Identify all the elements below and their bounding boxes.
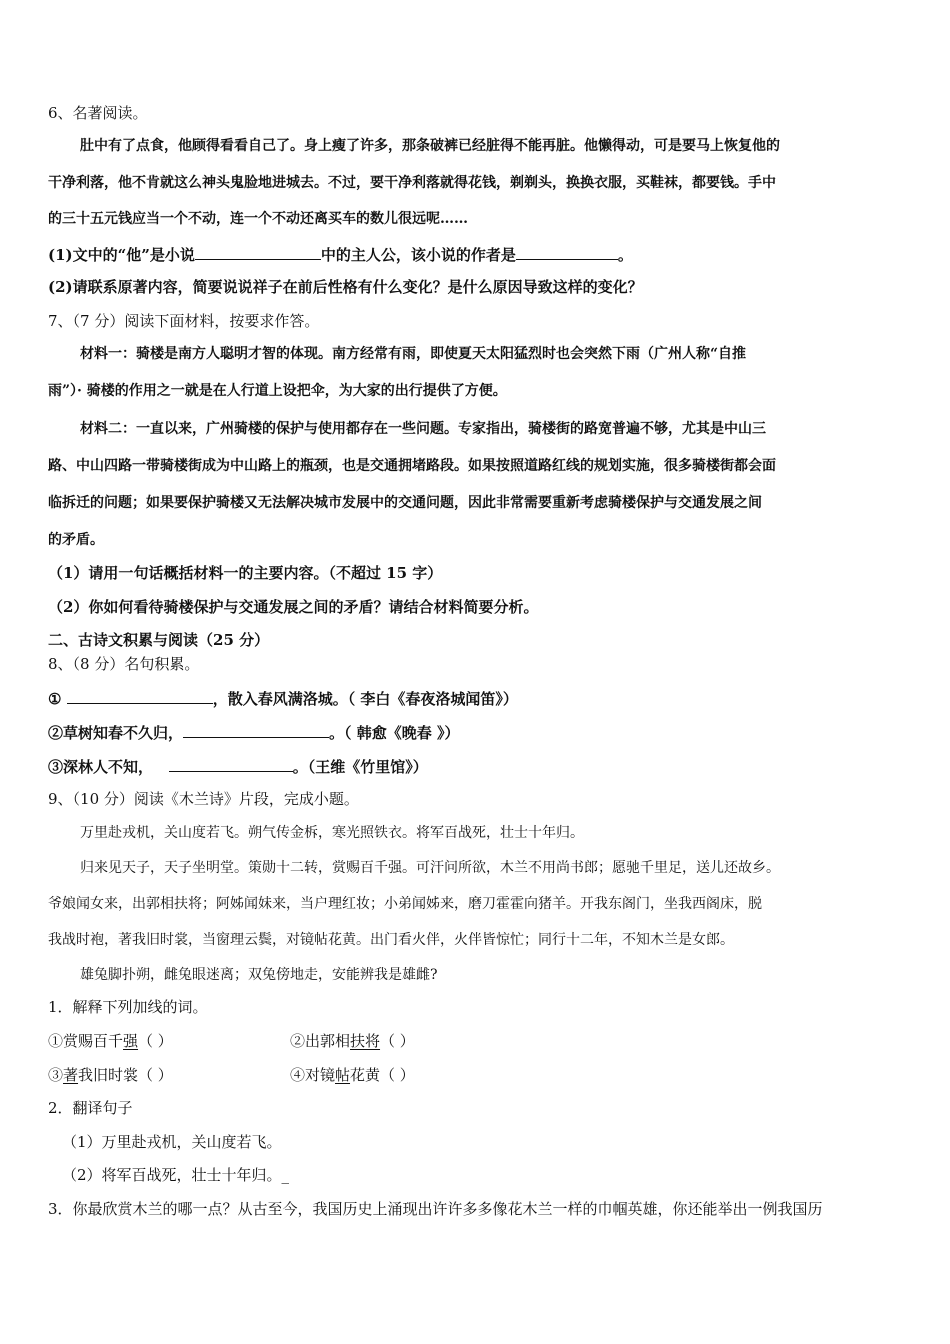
q9-word-3: ③著我旧时裳（ ） — [48, 1066, 173, 1084]
q9-w4-underlined: 帖 — [335, 1066, 351, 1084]
q6-passage-line-1: 肚中有了点食，他顾得看看自己了。身上瘦了许多，那条破裤已经脏得不能再脏。他懒得动，可是要马上恢复他的 — [80, 138, 780, 154]
q9-word-2 — [290, 1030, 415, 1052]
q6-s1-text-c: 。 — [617, 246, 633, 264]
q6-s1-text-a: (1)文中的“他”是小说 — [48, 246, 195, 264]
q9-translate-1: （1）万里赴戎机，关山度若飞。 — [62, 1133, 282, 1151]
q9-header: 9、（10 分）阅读《木兰诗》片段，完成小题。 — [48, 790, 359, 808]
q9-w4-answer[interactable]: 花黄（ ） — [350, 1066, 415, 1084]
q7-subquestion-2: （2）你如何看待骑楼保护与交通发展之间的矛盾？请结合材料简要分析。 — [48, 598, 539, 616]
q8-header: 8、（8 分）名句积累。 — [48, 655, 200, 673]
section-2-heading: 二、古诗文积累与阅读（25 分） — [48, 631, 270, 649]
q8-l1-number: ① — [48, 690, 62, 708]
q8-blank-3[interactable] — [169, 755, 293, 772]
q6-passage-line-2: 干净利落，他不肯就这么神头鬼脸地进城去。不过，要干净利落就得花钱，剃剃头，换换衣服，买鞋袜，都要钱。手中 — [48, 175, 776, 191]
q8-blank-2[interactable] — [183, 721, 329, 738]
q9-w4-prefix: ④对镜 — [290, 1066, 336, 1084]
q7-material-2-line-3: 临拆迁的问题；如果要保护骑楼又无法解决城市发展中的交通问题，因此非常需要重新考虑骑楼保护与交通发展之间 — [48, 495, 762, 511]
q9-w3-answer[interactable]: 我旧时裳（ ） — [78, 1066, 173, 1084]
q6-passage-line-3: 的三十五元钱应当一个不动，连一个不动还离买车的数儿很远呢…… — [48, 211, 468, 227]
q8-l2-text-a: ②草树知春不久归， — [48, 724, 184, 742]
q9-w2-underlined: 扶将 — [350, 1032, 381, 1050]
q9-w2-answer[interactable]: （ ） — [380, 1032, 415, 1050]
q9-subquestion-1: 1．解释下列加线的词。 — [48, 998, 208, 1016]
q9-poem-line-1: 万里赴戎机，关山度若飞。朔气传金柝，寒光照铁衣。将军百战死，壮士十年归。 — [80, 825, 584, 841]
q9-poem-line-2: 归来见天子，天子坐明堂。策勋十二转，赏赐百千强。可汗问所欲，木兰不用尚书郎；愿驰千里足，送儿还故乡。 — [80, 860, 780, 876]
q6-novel-title-blank[interactable] — [195, 243, 321, 260]
q7-header: 7、（7 分）阅读下面材料，按要求作答。 — [48, 312, 320, 330]
q6-s1-text-b: 中的主人公，该小说的作者是 — [320, 246, 516, 264]
q7-material-1-line-2: 雨”）· 骑楼的作用之一就是在人行道上设把伞，为大家的出行提供了方便。 — [48, 383, 507, 399]
q9-w3-underlined: 著 — [63, 1066, 79, 1084]
q8-l3-text-a: ③深林人不知， — [48, 758, 154, 776]
q8-l3-text-b: 。（王维《竹里馆》） — [292, 758, 428, 776]
q8-line-3 — [48, 755, 428, 778]
q7-material-1-line-1: 材料一：骑楼是南方人聪明才智的体现。南方经常有雨，即使夏天太阳猛烈时也会突然下雨（广州人称“自推 — [80, 346, 747, 362]
q7-material-2-line-1: 材料二：一直以来，广州骑楼的保护与使用都存在一些问题。专家指出，骑楼街的路宽普遍不够，尤其是中山三 — [80, 421, 766, 437]
q9-translate-2: （2）将军百战死，壮士十年归。_ — [62, 1166, 290, 1184]
q9-w1-prefix: ①赏赐百千 — [48, 1032, 124, 1050]
q9-poem-line-4: 我战时袍，著我旧时裳，当窗理云鬓，对镜帖花黄。出门看火伴，火伴皆惊忙；同行十二年，不知木兰是女郎。 — [48, 932, 734, 948]
q8-l1-text: ，散入春风满洛城。（ 李白《春夜洛城闻笛》） — [212, 690, 518, 708]
q6-subquestion-2: (2)请联系原著内容，简要说说祥子在前后性格有什么变化？是什么原因导致这样的变化？ — [48, 278, 643, 296]
q8-line-1 — [48, 687, 518, 710]
q6-author-blank[interactable] — [516, 243, 618, 260]
q8-blank-1[interactable] — [67, 687, 213, 704]
q6-header: 6、名著阅读。 — [48, 104, 148, 122]
q7-material-2-line-2: 路、中山四路一带骑楼街成为中山路上的瓶颈，也是交通拥堵路段。如果按照道路红线的规划实施，很多骑楼街都会面 — [48, 458, 776, 474]
q9-poem-line-3: 爷娘闻女来，出郭相扶将；阿姊闻妹来，当户理红妆；小弟闻姊来，磨刀霍霍向猪羊。开我东阁门，坐我西阁床，脱 — [48, 896, 762, 912]
q8-line-2 — [48, 721, 459, 744]
q9-w1-underlined: 强 — [123, 1032, 139, 1050]
q9-w2-prefix: ②出郭相 — [290, 1032, 351, 1050]
q9-word-4 — [290, 1064, 415, 1086]
q9-subquestion-2: 2．翻译句子 — [48, 1099, 133, 1117]
q7-material-2-line-4: 的矛盾。 — [48, 532, 104, 548]
q7-subquestion-1: （1）请用一句话概括材料一的主要内容。（不超过 15 字） — [48, 564, 443, 582]
q9-word-1 — [48, 1030, 173, 1052]
q6-subquestion-1 — [48, 243, 633, 266]
q9-w1-answer[interactable]: （ ） — [138, 1032, 173, 1050]
q9-subquestion-3: 3．你最欣赏木兰的哪一点？从古至今，我国历史上涌现出许许多多像花木兰一样的巾帼英雄，你还能举出一例我国历 — [48, 1200, 823, 1218]
q9-poem-line-5: 雄兔脚扑朔，雌兔眼迷离；双兔傍地走，安能辨我是雄雌? — [80, 967, 438, 983]
q8-l2-text-b: 。（ 韩愈《晚春 》） — [329, 724, 460, 742]
